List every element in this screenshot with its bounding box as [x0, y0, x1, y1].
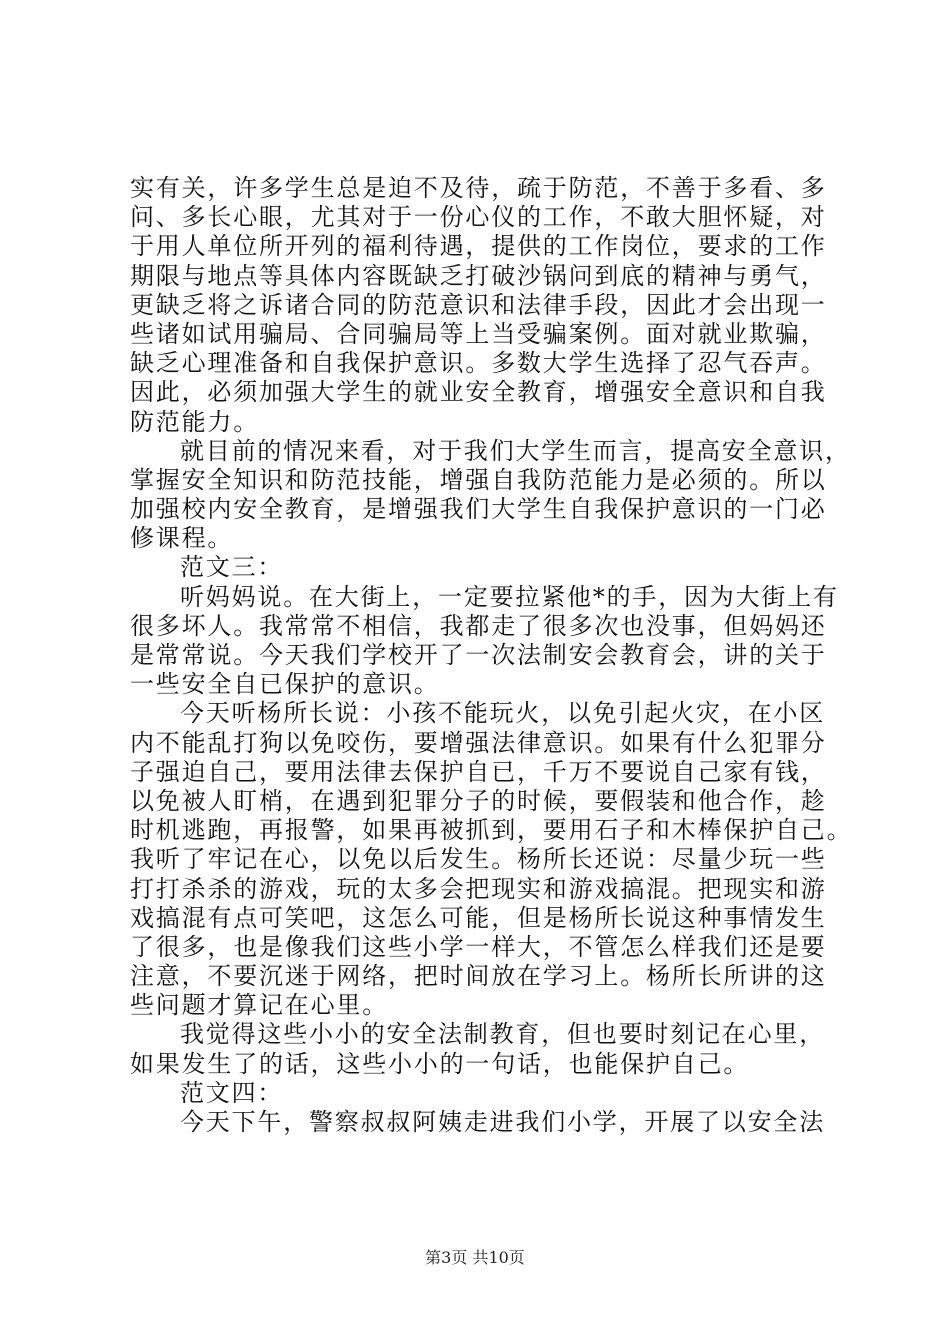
text-line: 我听了牢记在心，以免以后发生。杨所长还说：尽量少玩一些 [130, 845, 827, 874]
text-line: 如果发生了的话，这些小小的一句话，也能保护自己。 [130, 1049, 750, 1078]
text-line: 今天下午，警察叔叔阿姨走进我们小学，开展了以安全法 [180, 1108, 825, 1136]
text-line: 时机逃跑，再报警，如果再被抓到，要用石子和木棒保护自己。 [130, 816, 853, 845]
text-line: 更缺乏将之诉诸合同的防范意识和法律手段，因此才会出现一 [130, 290, 827, 319]
text-line: 注意，不要沉迷于网络，把时间放在学习上。杨所长所讲的这 [130, 962, 827, 991]
section-heading: 范文四： [180, 1078, 284, 1107]
text-line: 今天听杨所长说：小孩不能玩火，以免引起火灾，在小区 [180, 699, 825, 728]
text-line: 打打杀杀的游戏，玩的太多会把现实和游戏搞混。把现实和游 [130, 874, 827, 903]
text-line: 实有关，许多学生总是迫不及待，疏于防范，不善于多看、多 [130, 174, 827, 202]
document-body [130, 174, 853, 1137]
text-line: 防范能力。 [130, 407, 259, 436]
text-line: 听妈妈说。在大街上，一定要拉紧他*的手，因为大街上有 [180, 582, 839, 611]
page-number-footer: 第3页 共10页 [425, 1248, 525, 1267]
text-line: 缺乏心理准备和自我保护意识。多数大学生选择了忍气吞声。 [130, 349, 827, 378]
text-line: 因此，必须加强大学生的就业安全教育，增强安全意识和自我 [130, 378, 827, 407]
text-line: 内不能乱打狗以免咬伤，要增强法律意识。如果有什么犯罪分 [130, 728, 827, 757]
text-line: 一些安全自已保护的意识。 [130, 670, 440, 699]
text-line: 很多坏人。我常常不相信，我都走了很多次也没事，但妈妈还 [130, 611, 827, 640]
text-line: 了很多，也是像我们这些小学一样大，不管怎么样我们还是要 [130, 932, 827, 961]
text-line: 子强迫自己，要用法律去保护自已，千万不要说自己家有钱， [130, 757, 827, 786]
text-line: 问、多长心眼，尤其对于一份心仪的工作，不敢大胆怀疑，对 [130, 203, 827, 232]
text-line: 于用人单位所开列的福利待遇，提供的工作岗位，要求的工作 [130, 232, 827, 261]
text-line: 我觉得这些小小的安全法制教育，但也要时刻记在心里， [180, 1020, 825, 1049]
text-line: 是常常说。今天我们学校开了一次法制安会教育会，讲的关于 [130, 641, 827, 669]
text-line: 些问题才算记在心里。 [130, 991, 388, 1020]
section-heading: 范文三： [180, 553, 284, 582]
text-line: 以免被人盯梢，在遇到犯罪分子的时候，要假装和他合作，趁 [130, 786, 827, 815]
text-line: 期限与地点等具体内容既缺乏打破沙锅问到底的精神与勇气， [130, 261, 827, 290]
text-line: 掌握安全知识和防范技能，增强自我防范能力是必须的。所以 [130, 465, 827, 494]
text-line: 加强校内安全教育，是增强我们大学生自我保护意识的一门必 [130, 495, 827, 524]
text-line: 修课程。 [130, 524, 234, 553]
text-line: 戏搞混有点可笑吧，这怎么可能，但是杨所长说这种事情发生 [130, 903, 827, 932]
text-line: 就目前的情况来看，对于我们大学生而言，提高安全意识， [180, 436, 851, 465]
text-line: 些诸如试用骗局、合同骗局等上当受骗案例。面对就业欺骗， [130, 319, 827, 348]
